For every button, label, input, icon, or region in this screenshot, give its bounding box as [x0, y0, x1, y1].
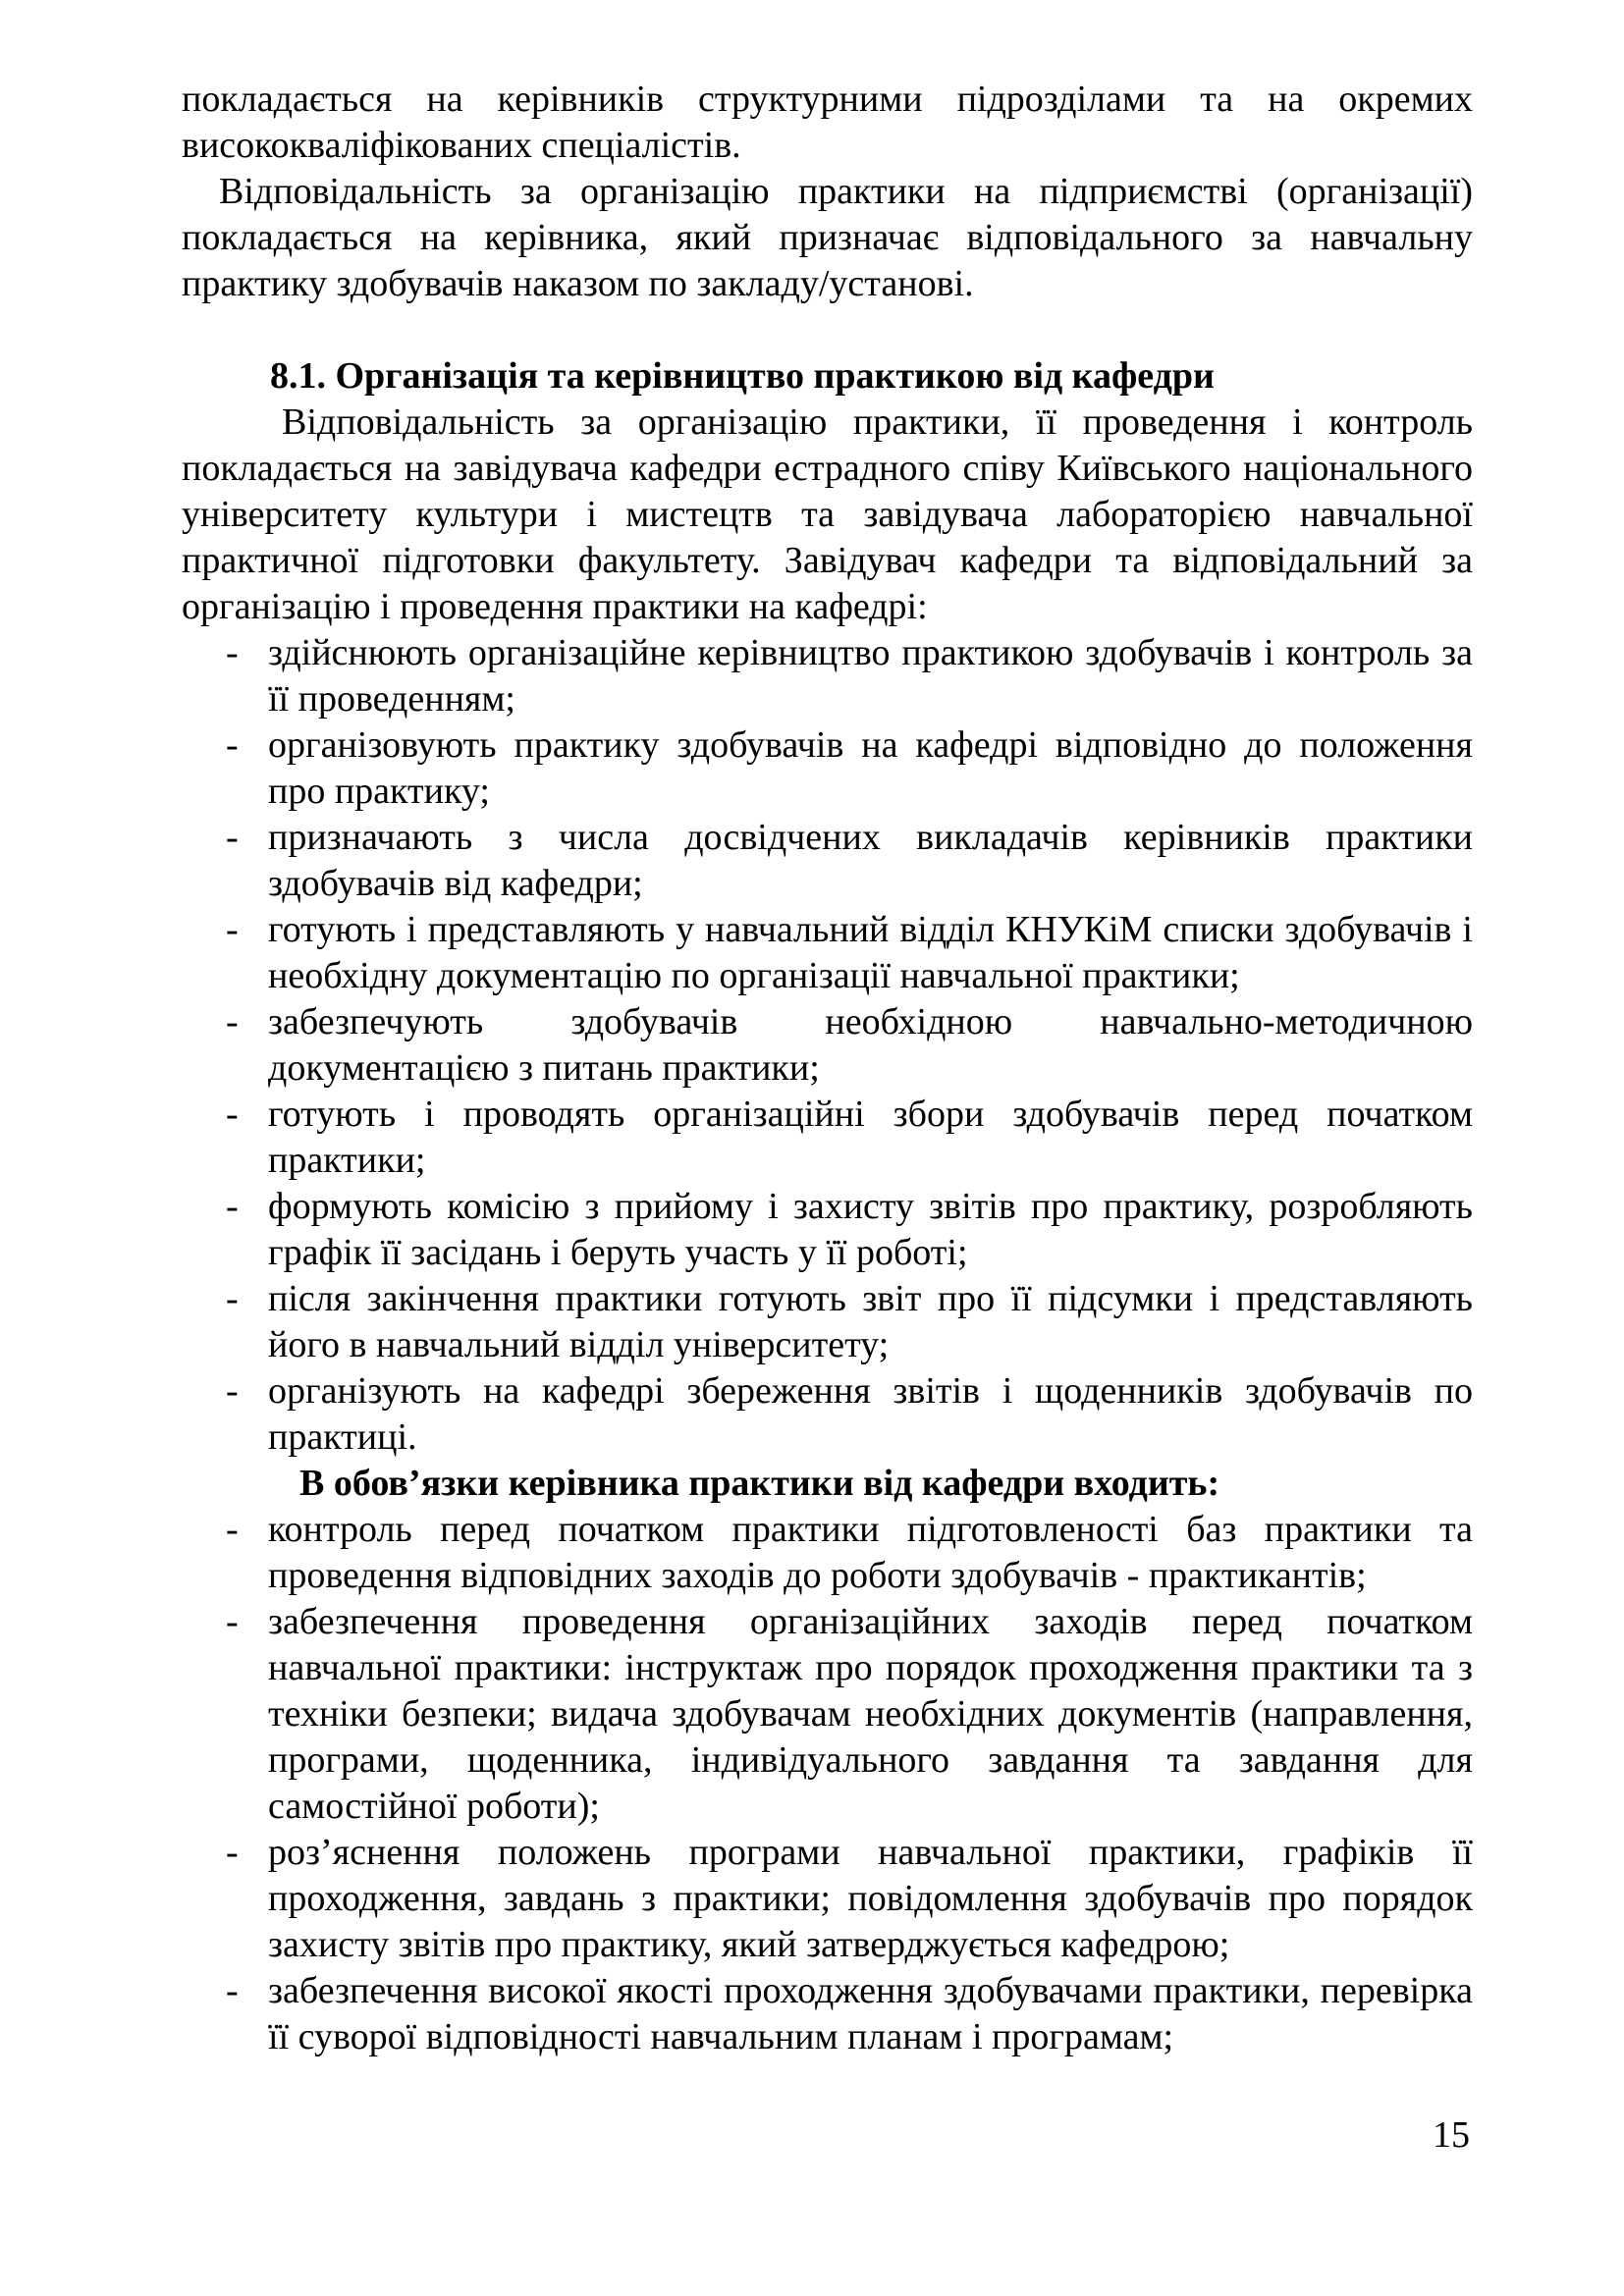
- list-item-marker: -: [226, 909, 239, 950]
- list-item: [182, 815, 1473, 907]
- list-item-text: формують комісію з прийому і захисту звітів про практику, розробляють графік її засідань і беруть участь у її роботі;: [268, 1186, 1473, 1273]
- list-item-text: готують і представляють у навчальний відділ КНУКіМ списки здобувачів і необхідну документацію по організації навчальної практики;: [268, 909, 1473, 996]
- list-item-text: забезпечують здобувачів необхідною навчально-методичною документацією з питань практики;: [268, 1001, 1473, 1089]
- paragraph: Відповідальність за організацію практики на підприємстві (організації) покладається на керівника, який призначає відповідального за навчальну практику здобувачів наказом по закладу/установі.: [182, 171, 1473, 304]
- list-item-marker: -: [226, 1001, 239, 1042]
- list-item-text: роз’яснення положень програми навчальної практики, графіків її проходження, завдань з практики; повідомлення здобувачів про порядок захисту звітів про практику, який затверджується кафедрою;: [268, 1832, 1473, 1965]
- list-item-marker: -: [226, 1278, 239, 1319]
- paragraph: покладається на керівників структурними підрозділами та на окремих висококваліфікованих спеціалістів.: [182, 79, 1473, 166]
- list-item-text: організовують практику здобувачів на кафедрі відповідно до положення про практику;: [268, 724, 1473, 812]
- list-item: [182, 1184, 1473, 1276]
- list-item-marker: -: [226, 817, 239, 858]
- list-item-text: готують і проводять організаційні збори здобувачів перед початком практики;: [268, 1094, 1473, 1181]
- list-item: [182, 999, 1473, 1092]
- list-item: [182, 1830, 1473, 1968]
- list-item-text: організують на кафедрі збереження звітів і щоденників здобувачів по практиці.: [268, 1370, 1473, 1458]
- list-item-marker: -: [226, 632, 239, 673]
- list-item-marker: -: [226, 1509, 239, 1550]
- list-item-marker: -: [226, 1186, 239, 1227]
- list-item: [182, 630, 1473, 722]
- document-body: [182, 77, 1473, 2060]
- list-item-text: контроль перед початком практики підготовленості баз практики та проведення відповідних заходів до роботи здобувачів - практикантів;: [268, 1509, 1473, 1596]
- list-item-marker: -: [226, 1601, 239, 1642]
- list-item-text: після закінчення практики готують звіт про її підсумки і представляють його в навчальний відділ університету;: [268, 1278, 1473, 1365]
- list-item-marker: -: [226, 1094, 239, 1135]
- section-heading: 8.1. Організація та керівництво практикою від кафедри: [270, 355, 1215, 397]
- list-item: [182, 1507, 1473, 1599]
- list-item: [182, 722, 1473, 815]
- list-item: [182, 1968, 1473, 2060]
- subsection-heading: В обов’язки керівника практики від кафедри входить:: [299, 1463, 1220, 1504]
- paragraph: Відповідальність за організацію практики, її проведення і контроль покладається на завідувача кафедри естрадного співу Київського національного університету культури і мистецтв та завідувача лабораторією навчальної практичної підготовки факультету. Завідувач кафедри та відповідальний за організацію і проведення практики на кафедрі:: [182, 401, 1473, 627]
- list-item-marker: -: [226, 1970, 239, 2011]
- page-number: 15: [1433, 2114, 1470, 2156]
- list-item-marker: -: [226, 724, 239, 766]
- list-item-text: забезпечення проведення організаційних заходів перед початком навчальної практики: інструктаж про порядок проходження практики та з техніки безпеки; видача здобувачам необхідних документів (направлення, програми, щоденника, індивідуального завдання та завдання для самостійної роботи);: [268, 1601, 1473, 1827]
- list-item-text: призначають з числа досвідчених викладачів керівників практики здобувачів від кафедри;: [268, 817, 1473, 904]
- list-item: [182, 1599, 1473, 1830]
- list-item: [182, 1276, 1473, 1368]
- list-item: [182, 1092, 1473, 1184]
- list-item-marker: -: [226, 1370, 239, 1412]
- list-item-text: здійснюють організаційне керівництво практикою здобувачів і контроль за її проведенням;: [268, 632, 1473, 720]
- list-item-text: забезпечення високої якості проходження здобувачами практики, перевірка її суворої відповідності навчальним планам і програмам;: [268, 1970, 1473, 2057]
- list-item: [182, 907, 1473, 999]
- list-item-marker: -: [226, 1832, 239, 1873]
- list-item: [182, 1368, 1473, 1461]
